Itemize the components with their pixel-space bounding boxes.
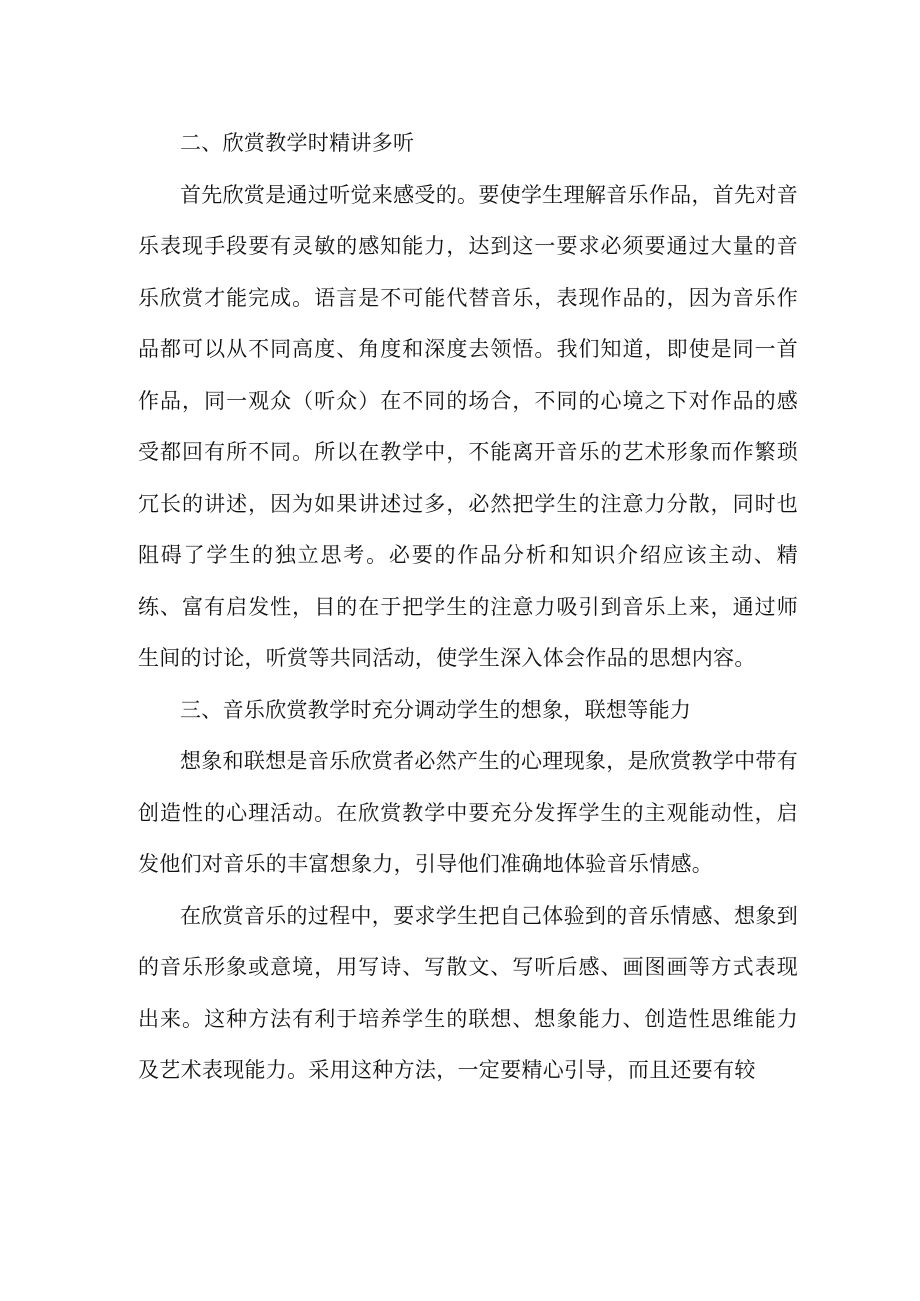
- paragraph-imagination: 想象和联想是音乐欣赏者必然产生的心理现象，是欣赏教学中带有创造性的心理活动。在欣赏教学中要充分发挥学生的主观能动性，启发他们对音乐的丰富想象力，引导他们准确地体验音乐情感。: [138, 749, 798, 876]
- paragraph-expression: 在欣赏音乐的过程中，要求学生把自己体验到的音乐情感、想象到的音乐形象或意境，用写诗、写散文、写听后感、画图画等方式表现出来。这种方法有利于培养学生的联想、想象能力、创造性思维能力及艺术表现能力。采用这种方法，一定要精心引导，而且还要有较: [138, 903, 798, 1082]
- document-body: [138, 118, 798, 1097]
- section-heading-3: 三、音乐欣赏教学时充分调动学生的想象，联想等能力: [180, 697, 692, 722]
- section-heading-2: 二、欣赏教学时精讲多听: [180, 131, 415, 155]
- paragraph-listening: 首先欣赏是通过听觉来感受的。要使学生理解音乐作品，首先对音乐表现手段要有灵敏的感知能力，达到这一要求必须要通过大量的音乐欣赏才能完成。语言是不可能代替音乐，表现作品的，因为音乐作品都可以从不同高度、角度和深度去领悟。我们知道，即使是同一首作品，同一观众（听众）在不同的场合，不同的心境之下对作品的感受都回有所不同。所以在教学中，不能离开音乐的艺术形象而作繁琐冗长的讲述，因为如果讲述过多，必然把学生的注意力分散，同时也阻碍了学生的独立思考。必要的作品分析和知识介绍应该主动、精练、富有启发性，目的在于把学生的注意力吸引到音乐上来，通过师生间的讨论，听赏等共同活动，使学生深入体会作品的思想内容。: [138, 182, 798, 670]
